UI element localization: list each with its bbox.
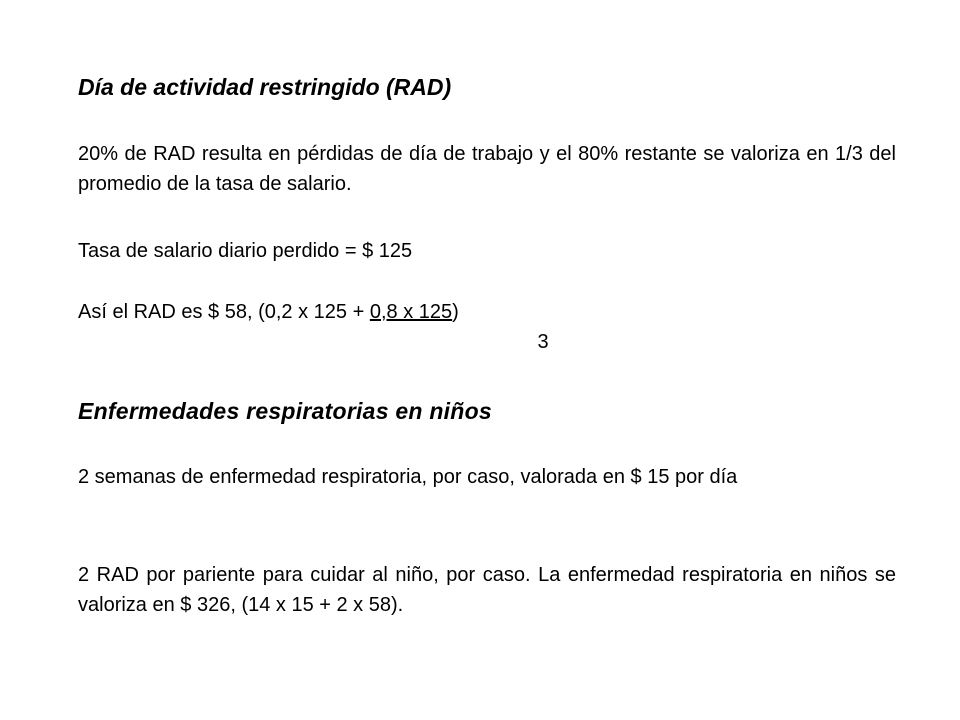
rad-formula-denominator: 3: [537, 331, 549, 353]
rad-formula-suffix: ): [452, 301, 459, 323]
rad-formula-numerator: 0,8 x 125: [369, 301, 453, 323]
slide-content: [78, 0, 896, 720]
rad-description-paragraph: 20% de RAD resulta en pérdidas de día de trabajo y el 80% restante se valoriza en 1/3 del promedio de la tasa de salario.: [78, 143, 896, 195]
rad-formula-prefix: Así el RAD es $ 58, (0,2 x 125 +: [78, 301, 370, 323]
daily-wage-rate-line: Tasa de salario diario perdido = $ 125: [78, 240, 413, 262]
rad-section-title: Día de actividad restringido (RAD): [78, 74, 452, 100]
rad-formula-line: [78, 297, 896, 327]
children-respiratory-section-title: Enfermedades respiratorias en niños: [78, 398, 492, 424]
parent-rad-paragraph: 2 RAD por pariente para cuidar al niño, por caso. La enfermedad respiratoria en niños se valoriza en $ 326, (14 x 15 + 2 x 58).: [78, 564, 896, 616]
respiratory-weeks-paragraph: 2 semanas de enfermedad respiratoria, por caso, valorada en $ 15 por día: [78, 466, 738, 488]
